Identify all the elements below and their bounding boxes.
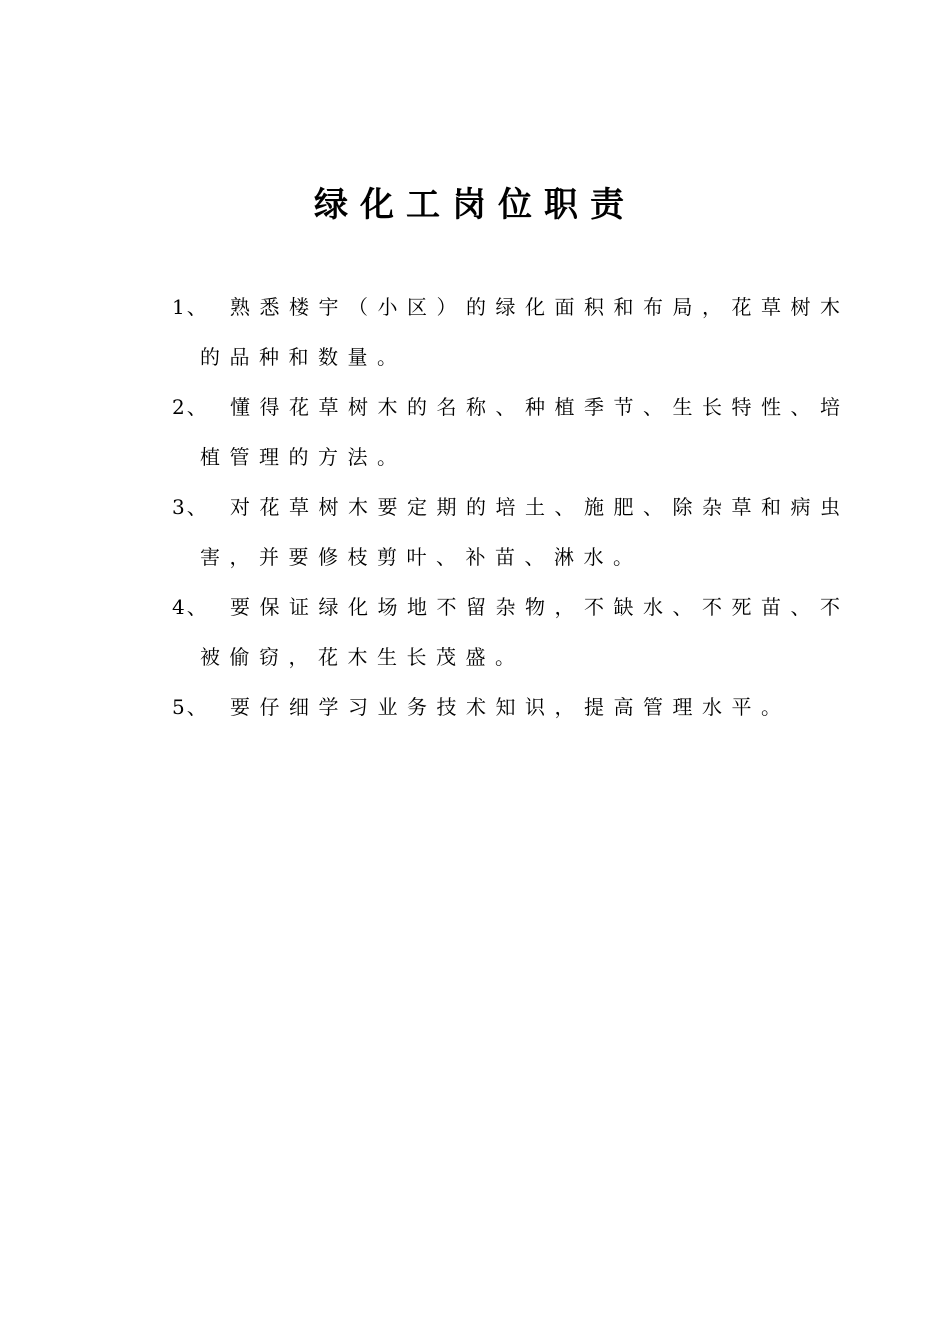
item-number: 5、 [172,695,209,719]
item-text [172,382,850,482]
item-text [172,582,850,682]
item-text [172,682,832,732]
item-number: 4、 [172,595,209,619]
item-line: 植管理的方法。 [200,445,407,469]
list-item [172,582,850,682]
list-item [172,682,832,732]
page-title: 绿化工岗位职责 [314,185,636,225]
item-number: 1、 [172,295,209,319]
list-item [172,482,850,582]
item-line: 对花草树木要定期的培土、施肥、除杂草和病虫 [230,495,850,519]
item-line: 懂得花草树木的名称、种植季节、生长特性、培 [230,395,850,419]
duty-list [172,282,850,732]
list-item [172,382,850,482]
item-line: 的品种和数量。 [200,345,407,369]
item-line: 熟悉楼宇（小区）的绿化面积和布局，花草树木 [230,295,850,319]
item-line: 被偷窃，花木生长茂盛。 [200,645,525,669]
item-line: 害，并要修枝剪叶、补苗、淋水。 [200,545,643,569]
item-line: 要保证绿化场地不留杂物，不缺水、不死苗、不 [230,595,850,619]
item-text [172,282,850,382]
item-line: 要仔细学习业务技术知识，提高管理水平。 [230,695,791,719]
list-item [172,282,850,382]
item-text [172,482,850,582]
item-number: 3、 [172,495,209,519]
item-number: 2、 [172,395,209,419]
